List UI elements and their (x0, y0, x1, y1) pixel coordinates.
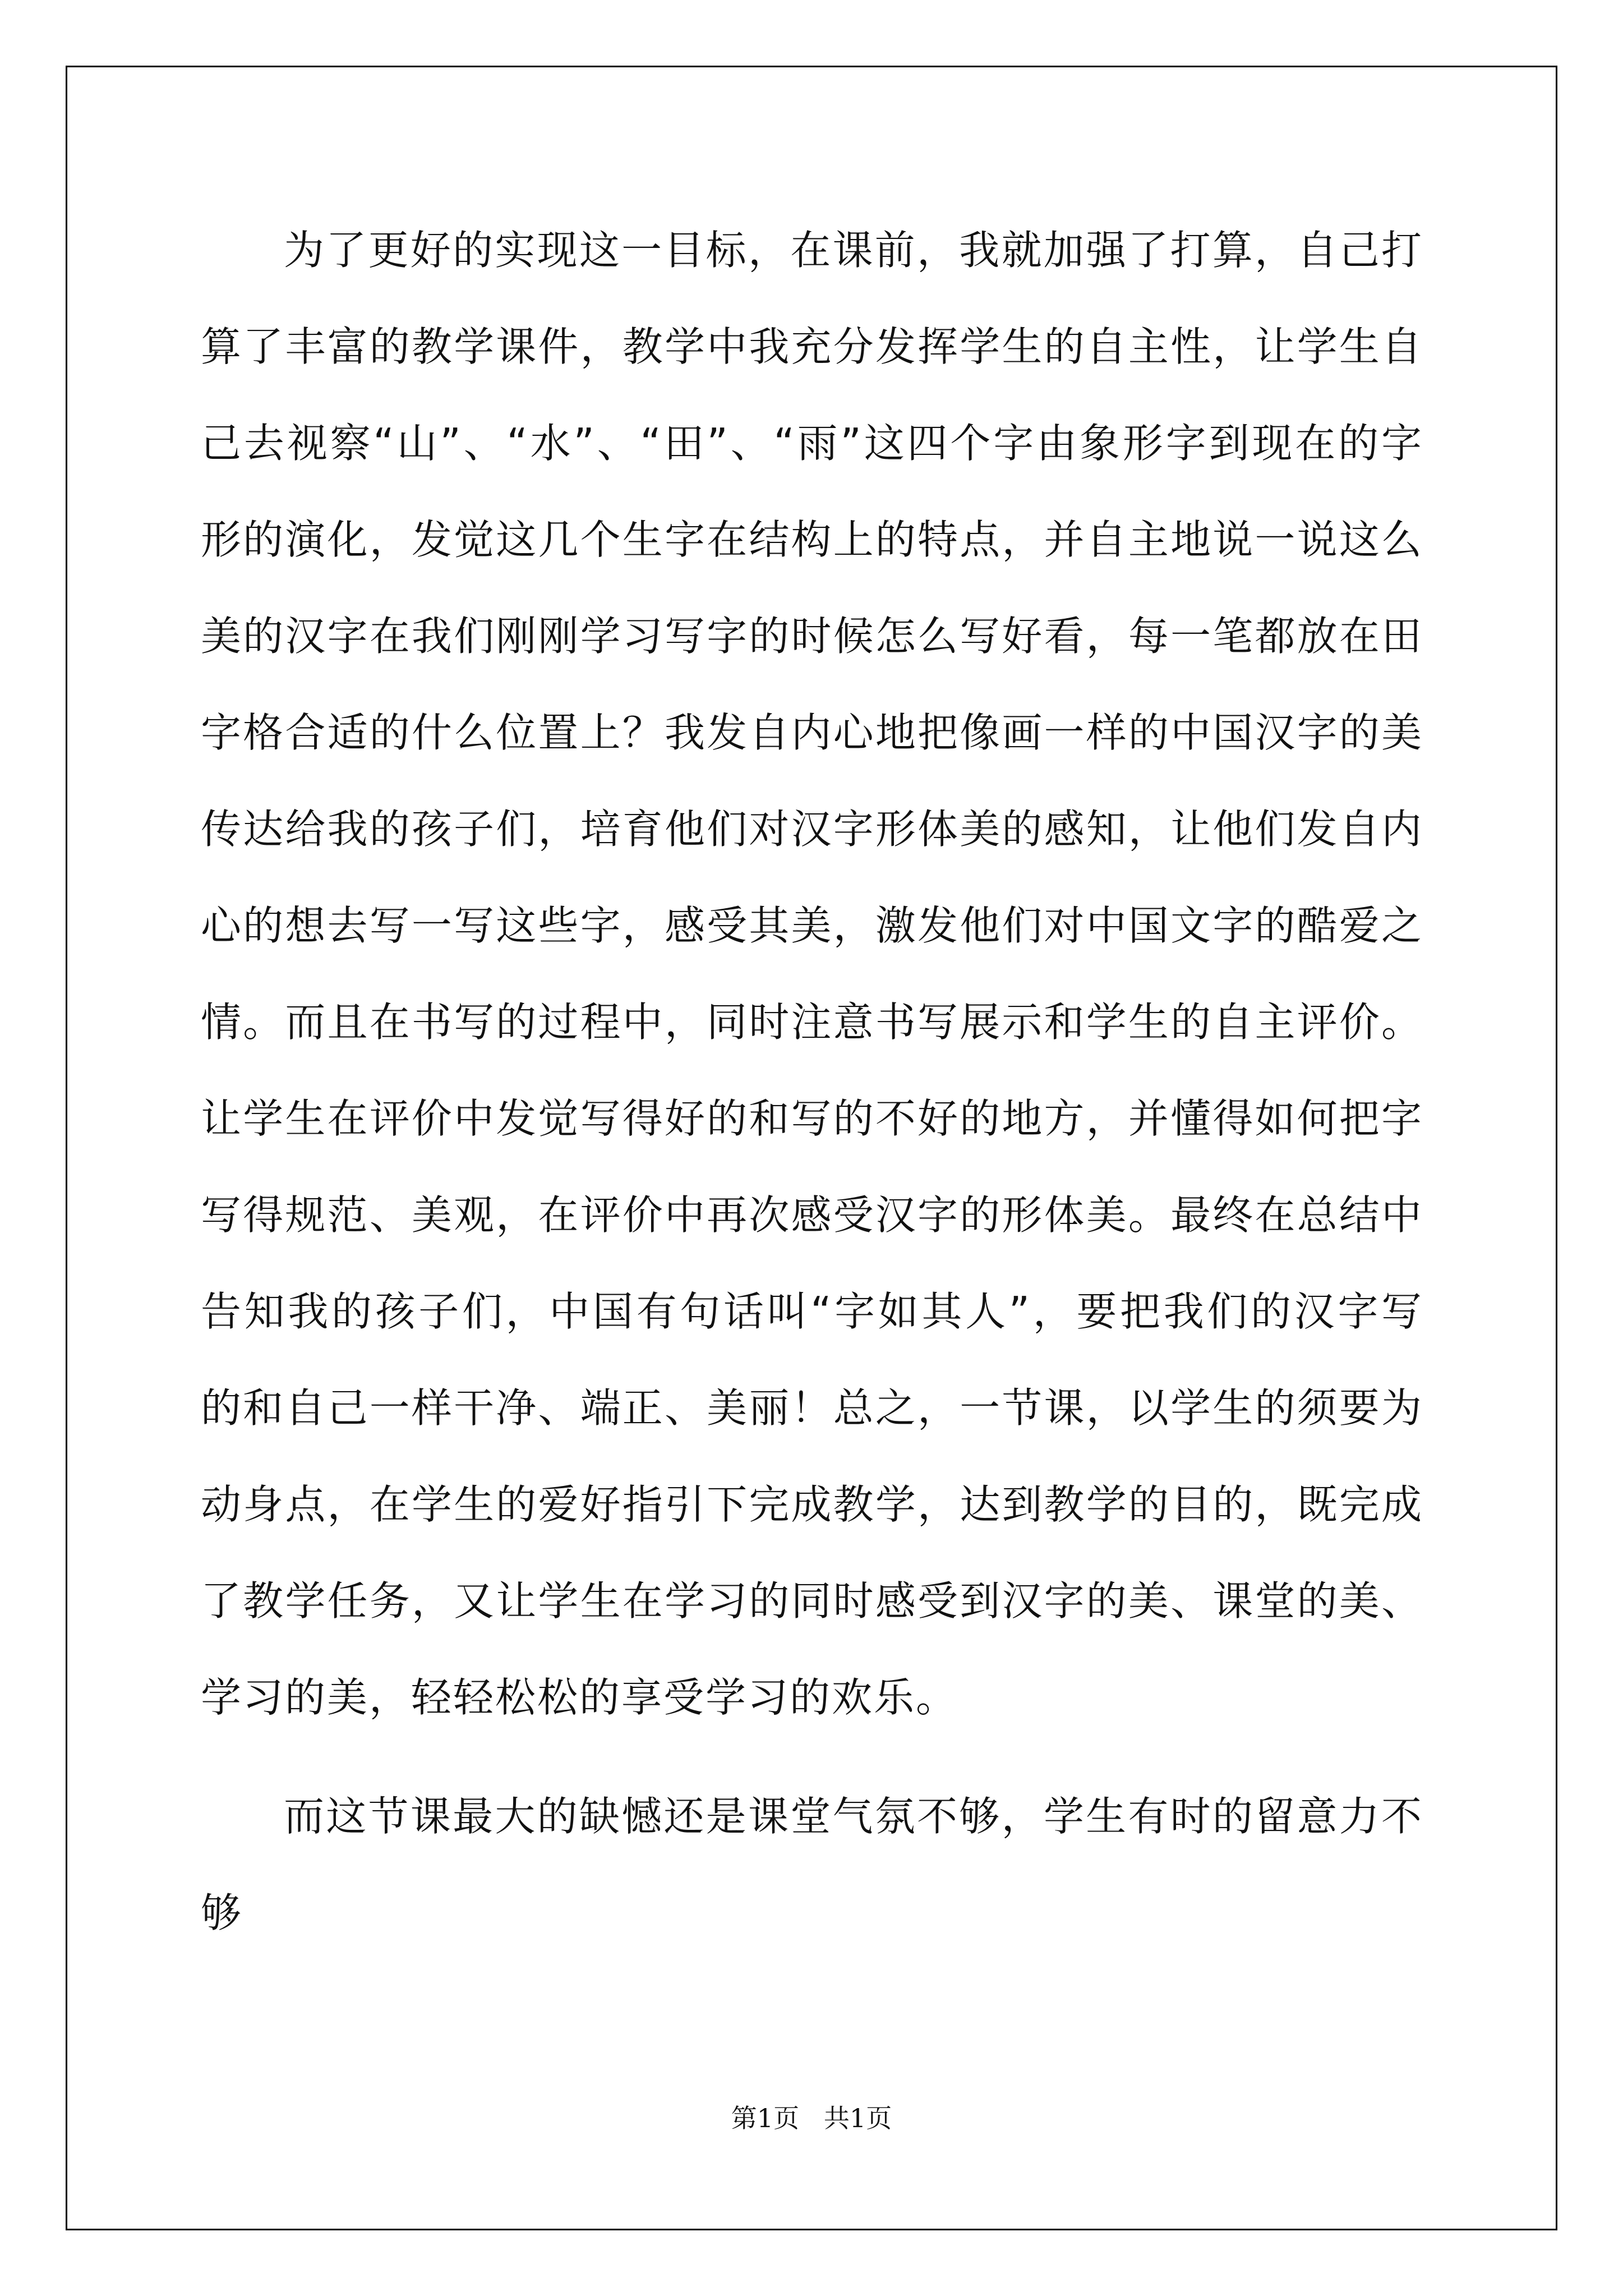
paragraph-2: 而这节课最大的缺憾还是课堂气氛不够，学生有时的留意力不够 (201, 1793, 1423, 1936)
document-body (201, 202, 1423, 1961)
page-number-footer: 第1页 共1页 (731, 2103, 892, 2133)
paragraph-1: 为了更好的实现这一目标，在课前，我就加强了打算，自己打算了丰富的教学课件，教学中我充分发挥学生的自主性，让学生自己去视察“山”、“水”、“田”、“雨”这四个字由象形字到现在的字形的演化，发觉这几个生字在结构上的特点，并自主地说一说这么美的汉字在我们刚刚学习写字的时候怎么写好看，每一笔都放在田字格合适的什么位置上？我发自内心地把像画一样的中国汉字的美传达给我的孩子们，培育他们对汉字形体美的感知，让他们发自内心的想去写一写这些字，感受其美，激发他们对中国文字的酷爱之情。而且在书写的过程中，同时注意书写展示和学生的自主评价。让学生在评价中发觉写得好的和写的不好的地方，并懂得如何把字写得规范、美观，在评价中再次感受汉字的形体美。最终在总结中告知我的孩子们，中国有句话叫“字如其人”，要把我们的汉字写的和自己一样干净、端正、美丽！总之，一节课，以学生的须要为动身点，在学生的爱好指引下完成教学，达到教学的目的，既完成了教学任务，又让学生在学习的同时感受到汉字的美、课堂的美、学习的美，轻轻松松的享受学习的欢乐。 (201, 227, 1423, 1721)
